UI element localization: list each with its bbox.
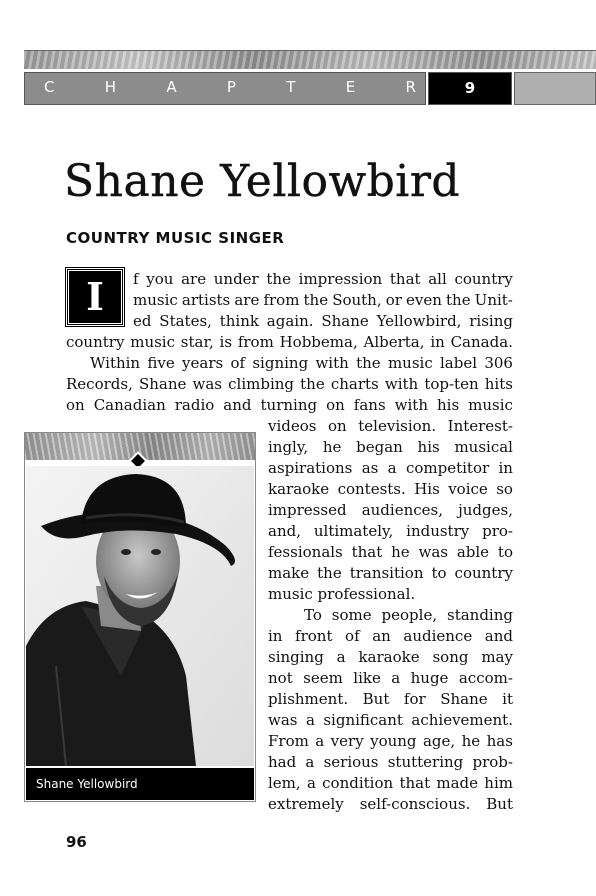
chapter-letter: E bbox=[345, 78, 356, 96]
chapter-letter: C bbox=[44, 78, 55, 96]
body-line: extremely self-conscious. But bbox=[268, 795, 513, 813]
photo-caption: Shane Yellowbird bbox=[36, 777, 138, 791]
body-line: country music star, is from Hobbema, Alberta, in Canada. bbox=[66, 333, 513, 351]
body-line: lem, a condition that made him bbox=[268, 774, 513, 792]
body-line: make the transition to country bbox=[268, 564, 513, 582]
body-line: impressed audiences, judges, bbox=[268, 501, 513, 519]
body-line: aspirations as a competitor in bbox=[268, 459, 513, 477]
body-line: From a very young age, he has bbox=[268, 732, 513, 750]
portrait-photo bbox=[26, 466, 254, 766]
body-line: Records, Shane was climbing the charts with top-ten hits bbox=[66, 375, 513, 393]
chapter-letter: A bbox=[166, 78, 177, 96]
body-line: ed States, think again. Shane Yellowbird, rising bbox=[133, 312, 513, 330]
page-title: Shane Yellowbird bbox=[64, 156, 461, 207]
chapter-label bbox=[44, 78, 416, 96]
page-number: 96 bbox=[66, 833, 87, 851]
chapter-letter: H bbox=[104, 78, 117, 96]
body-line: in front of an audience and bbox=[268, 627, 513, 645]
body-line: videos on television. Interest- bbox=[268, 417, 513, 435]
chapter-banner-texture bbox=[24, 50, 596, 69]
body-line: music artists are from the South, or even the Unit- bbox=[133, 291, 513, 309]
body-line: had a serious stuttering prob- bbox=[268, 753, 513, 771]
banner-end-tab bbox=[514, 72, 596, 105]
body-line: singing a karaoke song may bbox=[268, 648, 513, 666]
body-line: ingly, he began his musical bbox=[268, 438, 513, 456]
chapter-letter: R bbox=[405, 78, 416, 96]
body-line: karaoke contests. His voice so bbox=[268, 480, 513, 498]
body-line: not seem like a huge accom- bbox=[268, 669, 513, 687]
body-line: and, ultimately, industry pro- bbox=[268, 522, 513, 540]
body-line: on Canadian radio and turning on fans with his music bbox=[66, 396, 513, 414]
chapter-letter: P bbox=[226, 78, 236, 96]
body-line: fessionals that he was able to bbox=[268, 543, 513, 561]
dropcap-letter: I bbox=[86, 274, 104, 319]
page-subtitle: COUNTRY MUSIC SINGER bbox=[66, 229, 285, 247]
chapter-letter: T bbox=[286, 78, 296, 96]
body-line: Within five years of signing with the music label 306 bbox=[90, 354, 513, 372]
body-line: f you are under the impression that all country bbox=[133, 270, 513, 288]
body-line: plishment. But for Shane it bbox=[268, 690, 513, 708]
chapter-number: 9 bbox=[464, 79, 476, 97]
body-line: music professional. bbox=[268, 585, 416, 603]
banner-divider bbox=[24, 69, 596, 71]
body-line: was a significant achievement. bbox=[268, 711, 513, 729]
body-line: To some people, standing bbox=[304, 606, 513, 624]
